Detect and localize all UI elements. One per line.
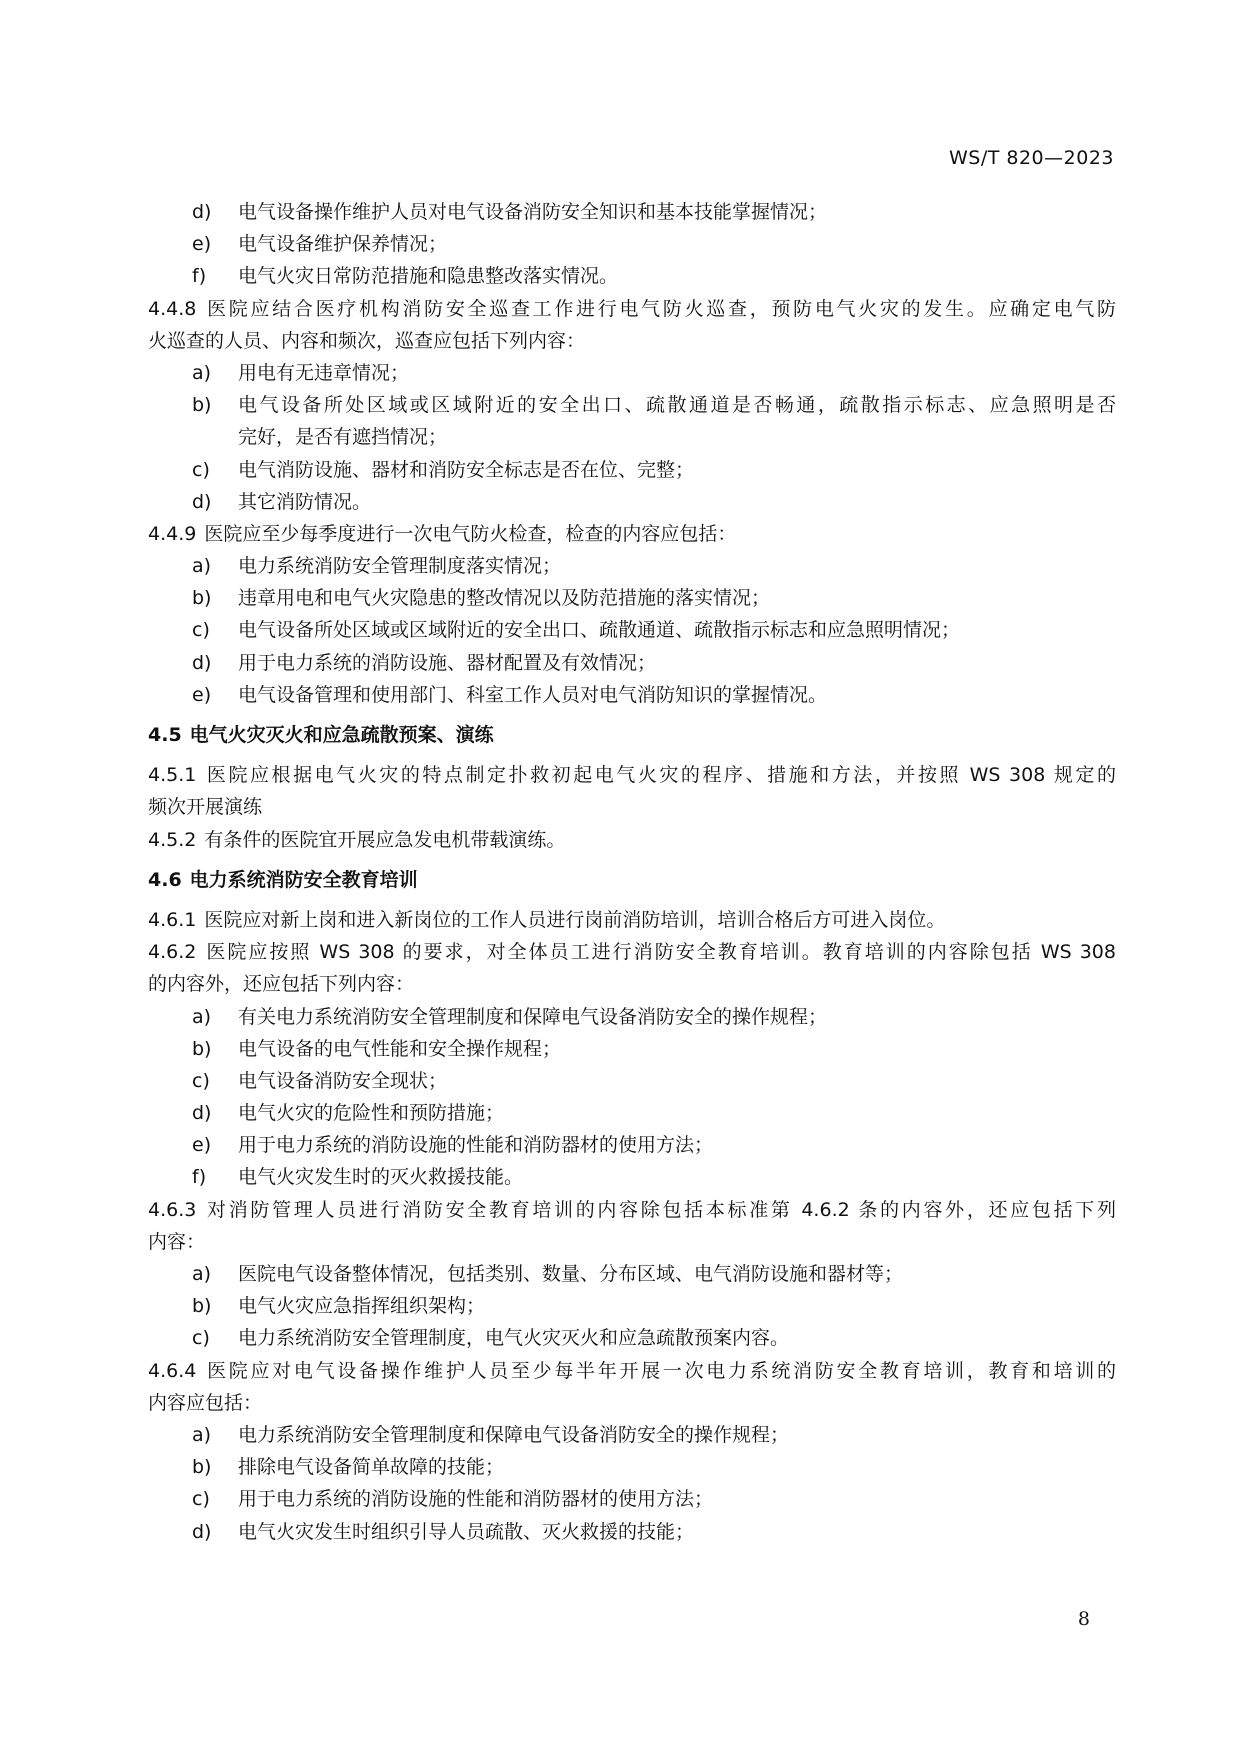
- list-item-text: 电气设备操作维护人员对电气设备消防安全知识和基本技能掌握情况；: [238, 201, 828, 223]
- list-item-text: 电力系统消防安全管理制度，电气火灾灭火和应急疏散预案内容。: [238, 1327, 790, 1350]
- clause-text: 医院应对新上岗和进入新岗位的工作人员进行岗前消防培训，培训合格后方可进入岗位。: [204, 908, 946, 931]
- list-item-text: 电气设备消防安全现状；: [238, 1069, 448, 1092]
- list-item-text: 电气设备管理和使用部门、科室工作人员对电气消防知识的掌握情况。: [238, 683, 828, 706]
- clause-text: 医院应根据电气火灾的特点制定扑救初起电气火灾的程序、措施和方法，并按照 WS 308 规定的: [204, 764, 1116, 787]
- list-item: [148, 647, 1116, 679]
- list-marker: b): [192, 1037, 212, 1060]
- list-item-text: 排除电气设备简单故障的技能；: [238, 1456, 505, 1479]
- list-marker: e): [192, 683, 212, 706]
- list-item: [148, 1097, 1116, 1129]
- list-item: [148, 1161, 1116, 1193]
- clause-text: 医院应对电气设备操作维护人员至少每半年开展一次电力系统消防安全教育培训，教育和培训的: [204, 1359, 1116, 1382]
- list-marker: a): [192, 1005, 212, 1028]
- clause-paragraph: [148, 791, 1116, 823]
- page-number: 8: [1077, 1608, 1090, 1630]
- clause-text: 医院应按照 WS 308 的要求，对全体员工进行消防安全教育培训。教育培训的内容除包括 WS 308: [204, 941, 1116, 964]
- list-marker: c): [192, 458, 210, 481]
- clause-text: 的内容外，还应包括下列内容：: [148, 973, 415, 996]
- list-marker: e): [192, 1134, 212, 1157]
- list-item-text: 电气设备所处区域或区域附近的安全出口、疏散通道是否畅通，疏散指示标志、应急照明是否: [238, 394, 1116, 417]
- list-marker: d): [192, 1102, 212, 1125]
- clause-text: 火巡查的人员、内容和频次，巡查应包括下列内容：: [148, 329, 586, 352]
- clause-number: 4.6.2: [148, 941, 197, 964]
- list-item: [148, 1451, 1116, 1483]
- list-item-text: 用于电力系统的消防设施的性能和消防器材的使用方法；: [238, 1488, 714, 1511]
- clause-paragraph: [148, 293, 1116, 325]
- clause-text: 内容应包括：: [148, 1391, 263, 1414]
- clause-number: 4.5.1: [148, 764, 197, 787]
- section-heading: [148, 719, 1116, 751]
- list-item-text: 用电有无违章情况；: [238, 361, 410, 384]
- list-item: [148, 1516, 1116, 1548]
- clause-paragraph: [148, 904, 1116, 936]
- clause-text: 内容：: [148, 1230, 206, 1253]
- list-item-text: 电气火灾日常防范措施和隐患整改落实情况。: [238, 265, 619, 288]
- list-item-text: 电气消防设施、器材和消防安全标志是否在位、完整；: [238, 458, 695, 481]
- list-item: [148, 421, 1116, 453]
- document-code: WS/T 820—2023: [948, 147, 1114, 169]
- list-marker: a): [192, 1423, 212, 1446]
- clause-number: 4.4.8: [148, 297, 197, 320]
- list-item: [148, 486, 1116, 518]
- list-marker: a): [192, 1263, 212, 1285]
- list-item-text: 电气火灾发生时组织引导人员疏散、灭火救援的技能；: [238, 1520, 695, 1543]
- list-item-text: 违章用电和电气火灾隐患的整改情况以及防范措施的落实情况；: [238, 587, 771, 610]
- clause-text: 有条件的医院宜开展应急发电机带载演练。: [204, 828, 566, 851]
- clause-text: 医院应结合医疗机构消防安全巡查工作进行电气防火巡查，预防电气火灾的发生。应确定电气防: [204, 297, 1116, 320]
- clause-paragraph: [148, 1387, 1116, 1419]
- list-item-text: 电气火灾应急指挥组织架构；: [238, 1295, 486, 1318]
- clause-number: 4.6.4: [148, 1359, 197, 1382]
- list-item-text: 医院电气设备整体情况，包括类别、数量、分布区域、电气消防设施和器材等；: [238, 1263, 904, 1285]
- list-marker: d): [192, 651, 212, 674]
- list-item: [148, 582, 1116, 614]
- list-marker: b): [192, 1295, 212, 1318]
- list-item: [148, 389, 1116, 421]
- clause-paragraph: [148, 824, 1116, 856]
- clause-number: 4.6.1: [148, 908, 197, 931]
- list-marker: a): [192, 361, 212, 384]
- list-marker: c): [192, 1327, 210, 1350]
- list-marker: f): [192, 265, 207, 288]
- clause-paragraph: [148, 1226, 1116, 1258]
- list-marker: a): [192, 555, 212, 578]
- list-item: [148, 1483, 1116, 1515]
- section-title: 电力系统消防安全教育培训: [189, 868, 418, 891]
- list-item: [148, 550, 1116, 582]
- list-marker: d): [192, 490, 212, 513]
- clause-number: 4.5.2: [148, 828, 197, 851]
- document-body: [148, 196, 1116, 1548]
- section-number: 4.5: [148, 724, 182, 746]
- list-item: [148, 357, 1116, 389]
- list-item-text: 电气设备所处区域或区域附近的安全出口、疏散通道、疏散指示标志和应急照明情况；: [238, 619, 961, 642]
- list-marker: c): [192, 1488, 210, 1511]
- clause-paragraph: [148, 1355, 1116, 1387]
- list-item: [148, 228, 1116, 260]
- clause-paragraph: [148, 968, 1116, 1000]
- list-item-text: 电气火灾发生时的灭火救援技能。: [238, 1166, 524, 1189]
- list-item: [148, 1290, 1116, 1322]
- list-item: [148, 614, 1116, 646]
- list-item: [148, 1322, 1116, 1354]
- list-item-text: 其它消防情况。: [238, 490, 372, 513]
- list-item-text: 电气火灾的危险性和预防措施；: [238, 1102, 505, 1125]
- list-marker: b): [192, 1456, 212, 1479]
- list-item-text: 完好，是否有遮挡情况；: [238, 426, 448, 449]
- list-item: [148, 260, 1116, 292]
- list-marker: d): [192, 1520, 212, 1543]
- list-marker: b): [192, 394, 212, 417]
- list-item: [148, 679, 1116, 711]
- list-item-text: 用于电力系统的消防设施、器材配置及有效情况；: [238, 651, 657, 674]
- clause-paragraph: [148, 1194, 1116, 1226]
- clause-number: 4.4.9: [148, 522, 197, 545]
- list-item: [148, 1033, 1116, 1065]
- section-number: 4.6: [148, 868, 182, 891]
- list-item: [148, 196, 1116, 228]
- clause-paragraph: [148, 518, 1116, 550]
- clause-text: 医院应至少每季度进行一次电气防火检查，检查的内容应包括：: [204, 522, 737, 545]
- list-marker: f): [192, 1166, 207, 1189]
- list-item-text: 电力系统消防安全管理制度和保障电气设备消防安全的操作规程；: [238, 1423, 790, 1446]
- list-item-text: 电气设备维护保养情况；: [238, 233, 448, 256]
- clause-paragraph: [148, 936, 1116, 968]
- list-marker: e): [192, 233, 212, 256]
- list-item: [148, 454, 1116, 486]
- clause-paragraph: [148, 759, 1116, 791]
- list-item: [148, 1065, 1116, 1097]
- clause-text: 频次开展演练: [148, 796, 263, 819]
- clause-number: 4.6.3: [148, 1198, 197, 1221]
- list-item: [148, 1419, 1116, 1451]
- list-item: [148, 1129, 1116, 1161]
- section-title: 电气火灾灭火和应急疏散预案、演练: [189, 724, 494, 746]
- list-item: [148, 1001, 1116, 1033]
- list-marker: c): [192, 619, 210, 642]
- clause-paragraph: [148, 325, 1116, 357]
- list-item-text: 电气设备的电气性能和安全操作规程；: [238, 1037, 562, 1060]
- list-marker: b): [192, 587, 212, 610]
- section-heading: [148, 864, 1116, 896]
- list-item-text: 电力系统消防安全管理制度落实情况；: [238, 555, 562, 578]
- list-item-text: 用于电力系统的消防设施的性能和消防器材的使用方法；: [238, 1134, 714, 1157]
- list-marker: d): [192, 201, 212, 223]
- list-item: [148, 1258, 1116, 1290]
- list-item-text: 有关电力系统消防安全管理制度和保障电气设备消防安全的操作规程；: [238, 1005, 828, 1028]
- list-marker: c): [192, 1069, 210, 1092]
- clause-text: 对消防管理人员进行消防安全教育培训的内容除包括本标准第 4.6.2 条的内容外，还应包括下列: [204, 1198, 1116, 1221]
